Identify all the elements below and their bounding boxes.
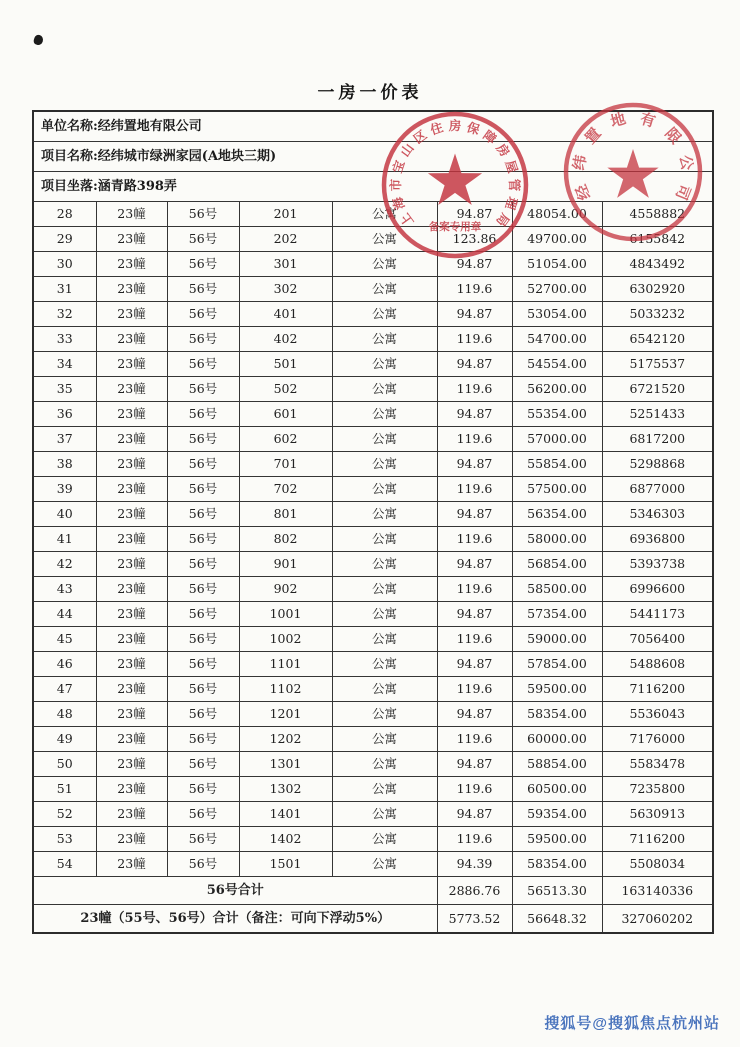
table-row xyxy=(33,527,713,552)
scan-artifact xyxy=(33,34,45,46)
table-cell: 6302920 xyxy=(602,277,713,302)
table-cell: 6155842 xyxy=(602,227,713,252)
table-cell: 501 xyxy=(239,352,332,377)
table-cell: 52 xyxy=(33,802,96,827)
table-cell: 23幢 xyxy=(96,477,167,502)
table-row xyxy=(33,452,713,477)
table-cell: 公寓 xyxy=(332,702,437,727)
table-cell: 53 xyxy=(33,827,96,852)
summary-cell: 5773.52 xyxy=(437,905,512,934)
table-row xyxy=(33,702,713,727)
table-cell: 94.87 xyxy=(437,202,512,227)
table-cell: 23幢 xyxy=(96,777,167,802)
seal-ring-char: 保 xyxy=(465,119,482,138)
table-cell: 6996600 xyxy=(602,577,713,602)
info-row-unit xyxy=(33,111,713,142)
table-cell: 公寓 xyxy=(332,552,437,577)
seal-ring-char: 限 xyxy=(661,124,685,148)
table-cell: 公寓 xyxy=(332,852,437,877)
summary-cell: 2886.76 xyxy=(437,877,512,905)
table-cell: 公寓 xyxy=(332,527,437,552)
table-cell: 7116200 xyxy=(602,677,713,702)
table-cell: 58354.00 xyxy=(512,852,602,877)
table-cell: 56号 xyxy=(167,377,239,402)
table-cell: 43 xyxy=(33,577,96,602)
table-row xyxy=(33,677,713,702)
price-table-body xyxy=(33,111,713,933)
table-cell: 47 xyxy=(33,677,96,702)
table-cell: 23幢 xyxy=(96,702,167,727)
seal-ring-char: 有 xyxy=(638,109,658,131)
table-cell: 5346303 xyxy=(602,502,713,527)
table-cell: 23幢 xyxy=(96,502,167,527)
table-cell: 701 xyxy=(239,452,332,477)
table-cell: 23幢 xyxy=(96,602,167,627)
table-cell: 23幢 xyxy=(96,552,167,577)
watermark-text: 搜狐号@搜狐焦点杭州站 xyxy=(544,1015,720,1032)
table-cell: 56号 xyxy=(167,527,239,552)
table-cell: 公寓 xyxy=(332,502,437,527)
table-cell: 94.87 xyxy=(437,802,512,827)
table-cell: 50 xyxy=(33,752,96,777)
table-cell: 119.6 xyxy=(437,277,512,302)
table-cell: 202 xyxy=(239,227,332,252)
table-cell: 42 xyxy=(33,552,96,577)
table-cell: 57354.00 xyxy=(512,602,602,627)
table-cell: 56号 xyxy=(167,577,239,602)
table-cell: 49 xyxy=(33,727,96,752)
table-cell: 44 xyxy=(33,602,96,627)
table-cell: 56号 xyxy=(167,777,239,802)
table-cell: 602 xyxy=(239,427,332,452)
table-cell: 公寓 xyxy=(332,452,437,477)
table-row xyxy=(33,402,713,427)
table-cell: 201 xyxy=(239,202,332,227)
table-cell: 23幢 xyxy=(96,452,167,477)
table-cell: 119.6 xyxy=(437,577,512,602)
info-row-project xyxy=(33,142,713,172)
table-cell: 公寓 xyxy=(332,602,437,627)
seal-ring-char: 局 xyxy=(493,210,513,230)
table-cell: 公寓 xyxy=(332,402,437,427)
table-cell: 5441173 xyxy=(602,602,713,627)
table-cell: 56号 xyxy=(167,552,239,577)
table-cell: 5583478 xyxy=(602,752,713,777)
table-cell: 56号 xyxy=(167,802,239,827)
seal-ring-char: 房 xyxy=(448,118,462,133)
table-cell: 119.6 xyxy=(437,627,512,652)
table-cell: 801 xyxy=(239,502,332,527)
table-row xyxy=(33,502,713,527)
table-cell: 58500.00 xyxy=(512,577,602,602)
summary-row xyxy=(33,905,713,934)
summary-cell: 56648.32 xyxy=(512,905,602,934)
table-row xyxy=(33,577,713,602)
table-row xyxy=(33,427,713,452)
seal-ring-char: 管 xyxy=(507,178,522,192)
table-cell: 53054.00 xyxy=(512,302,602,327)
summary-label: 56号合计 xyxy=(33,877,437,905)
table-cell: 119.6 xyxy=(437,377,512,402)
seal-ring-char: 纬 xyxy=(569,153,590,172)
table-cell: 60000.00 xyxy=(512,727,602,752)
table-cell: 5251433 xyxy=(602,402,713,427)
table-cell: 55854.00 xyxy=(512,452,602,477)
table-cell: 502 xyxy=(239,377,332,402)
table-cell: 公寓 xyxy=(332,327,437,352)
table-cell: 公寓 xyxy=(332,352,437,377)
table-cell: 119.6 xyxy=(437,677,512,702)
table-cell: 56号 xyxy=(167,352,239,377)
table-row xyxy=(33,652,713,677)
table-cell: 56号 xyxy=(167,402,239,427)
seal-ring-char: 宝 xyxy=(389,158,408,175)
table-cell: 23幢 xyxy=(96,427,167,452)
table-cell: 31 xyxy=(33,277,96,302)
seal-ring-char: 经 xyxy=(571,181,595,203)
table-cell: 59354.00 xyxy=(512,802,602,827)
summary-label: 23幢（55号、56号）合计（备注：可向下浮动5%） xyxy=(33,905,437,934)
seal-ring-char: 理 xyxy=(502,195,521,212)
project-name: 项目名称:经纬城市绿洲家园(A地块三期) xyxy=(33,142,713,172)
table-cell: 56354.00 xyxy=(512,502,602,527)
table-cell: 23幢 xyxy=(96,852,167,877)
table-cell: 23幢 xyxy=(96,377,167,402)
table-row xyxy=(33,777,713,802)
table-cell: 公寓 xyxy=(332,377,437,402)
table-cell: 119.6 xyxy=(437,777,512,802)
seal-ring-char: 市 xyxy=(388,178,403,192)
table-cell: 1501 xyxy=(239,852,332,877)
table-cell: 58854.00 xyxy=(512,752,602,777)
table-cell: 54554.00 xyxy=(512,352,602,377)
table-cell: 7116200 xyxy=(602,827,713,852)
table-cell: 23幢 xyxy=(96,402,167,427)
table-cell: 58000.00 xyxy=(512,527,602,552)
table-cell: 6721520 xyxy=(602,377,713,402)
page-title: 一房一价表 xyxy=(317,83,423,103)
table-cell: 401 xyxy=(239,302,332,327)
table-cell: 45 xyxy=(33,627,96,652)
project-location: 项目坐落:涵青路398弄 xyxy=(33,172,713,202)
table-cell: 23幢 xyxy=(96,352,167,377)
seal-subtitle: 备案专用章 xyxy=(428,221,482,233)
table-cell: 94.87 xyxy=(437,352,512,377)
table-cell: 302 xyxy=(239,277,332,302)
seal-ring-char: 屋 xyxy=(502,158,521,175)
table-cell: 公寓 xyxy=(332,677,437,702)
table-cell: 94.87 xyxy=(437,752,512,777)
table-cell: 56号 xyxy=(167,252,239,277)
table-cell: 公寓 xyxy=(332,252,437,277)
table-cell: 56号 xyxy=(167,327,239,352)
seal-ring-char: 山 xyxy=(397,140,417,160)
table-cell: 7235800 xyxy=(602,777,713,802)
table-cell: 40 xyxy=(33,502,96,527)
table-cell: 5488608 xyxy=(602,652,713,677)
table-cell: 54 xyxy=(33,852,96,877)
table-cell: 56号 xyxy=(167,277,239,302)
table-cell: 601 xyxy=(239,402,332,427)
table-cell: 公寓 xyxy=(332,777,437,802)
table-cell: 36 xyxy=(33,402,96,427)
table-cell: 6936800 xyxy=(602,527,713,552)
table-cell: 57854.00 xyxy=(512,652,602,677)
summary-cell: 56513.30 xyxy=(512,877,602,905)
table-cell: 56854.00 xyxy=(512,552,602,577)
table-cell: 4843492 xyxy=(602,252,713,277)
table-cell: 59500.00 xyxy=(512,677,602,702)
table-cell: 702 xyxy=(239,477,332,502)
table-row xyxy=(33,727,713,752)
table-row xyxy=(33,302,713,327)
table-cell: 5630913 xyxy=(602,802,713,827)
summary-cell: 327060202 xyxy=(602,905,713,934)
table-cell: 119.6 xyxy=(437,427,512,452)
seal-ring-char: 地 xyxy=(608,109,628,131)
table-cell: 51054.00 xyxy=(512,252,602,277)
table-cell: 301 xyxy=(239,252,332,277)
table-cell: 公寓 xyxy=(332,202,437,227)
table-cell: 1002 xyxy=(239,627,332,652)
table-cell: 6542120 xyxy=(602,327,713,352)
table-cell: 94.87 xyxy=(437,652,512,677)
table-cell: 23幢 xyxy=(96,527,167,552)
table-cell: 公寓 xyxy=(332,652,437,677)
table-cell: 33 xyxy=(33,327,96,352)
table-row xyxy=(33,827,713,852)
table-cell: 23幢 xyxy=(96,652,167,677)
table-cell: 5393738 xyxy=(602,552,713,577)
table-cell: 23幢 xyxy=(96,727,167,752)
table-cell: 55354.00 xyxy=(512,402,602,427)
table-row xyxy=(33,377,713,402)
table-cell: 56号 xyxy=(167,852,239,877)
table-cell: 49700.00 xyxy=(512,227,602,252)
table-cell: 38 xyxy=(33,452,96,477)
seal-ring-char: 房 xyxy=(493,140,513,160)
table-cell: 23幢 xyxy=(96,827,167,852)
table-cell: 7056400 xyxy=(602,627,713,652)
table-cell: 5508034 xyxy=(602,852,713,877)
table-cell: 41 xyxy=(33,527,96,552)
table-cell: 1001 xyxy=(239,602,332,627)
table-row xyxy=(33,327,713,352)
table-cell: 4558882 xyxy=(602,202,713,227)
table-cell: 94.87 xyxy=(437,602,512,627)
table-cell: 1101 xyxy=(239,652,332,677)
table-cell: 32 xyxy=(33,302,96,327)
table-cell: 1302 xyxy=(239,777,332,802)
table-cell: 119.6 xyxy=(437,477,512,502)
table-cell: 23幢 xyxy=(96,577,167,602)
table-cell: 94.39 xyxy=(437,852,512,877)
table-cell: 46 xyxy=(33,652,96,677)
table-cell: 7176000 xyxy=(602,727,713,752)
price-table xyxy=(32,110,714,934)
table-cell: 94.87 xyxy=(437,502,512,527)
table-row xyxy=(33,202,713,227)
table-cell: 94.87 xyxy=(437,452,512,477)
table-cell: 37 xyxy=(33,427,96,452)
table-cell: 23幢 xyxy=(96,677,167,702)
table-cell: 公寓 xyxy=(332,577,437,602)
table-cell: 公寓 xyxy=(332,727,437,752)
table-cell: 94.87 xyxy=(437,402,512,427)
table-cell: 23幢 xyxy=(96,227,167,252)
seal-ring-char: 司 xyxy=(671,181,695,203)
table-row xyxy=(33,477,713,502)
table-cell: 公寓 xyxy=(332,277,437,302)
table-cell: 94.87 xyxy=(437,252,512,277)
seal-ring-char: 海 xyxy=(389,195,408,212)
table-cell: 56号 xyxy=(167,727,239,752)
table-cell: 39 xyxy=(33,477,96,502)
seal-ring-char: 置 xyxy=(581,124,605,148)
table-cell: 119.6 xyxy=(437,527,512,552)
table-cell: 30 xyxy=(33,252,96,277)
info-row-location xyxy=(33,172,713,202)
table-row xyxy=(33,552,713,577)
table-cell: 60500.00 xyxy=(512,777,602,802)
table-cell: 59000.00 xyxy=(512,627,602,652)
table-cell: 56号 xyxy=(167,677,239,702)
table-cell: 5033232 xyxy=(602,302,713,327)
unit-name: 单位名称:经纬置地有限公司 xyxy=(33,111,713,142)
table-cell: 23幢 xyxy=(96,277,167,302)
table-cell: 56号 xyxy=(167,427,239,452)
table-cell: 1402 xyxy=(239,827,332,852)
table-cell: 公寓 xyxy=(332,302,437,327)
table-row xyxy=(33,852,713,877)
table-cell: 901 xyxy=(239,552,332,577)
table-cell: 58354.00 xyxy=(512,702,602,727)
table-cell: 56号 xyxy=(167,302,239,327)
summary-row xyxy=(33,877,713,905)
table-cell: 5298868 xyxy=(602,452,713,477)
table-row xyxy=(33,227,713,252)
table-cell: 51 xyxy=(33,777,96,802)
table-cell: 56号 xyxy=(167,502,239,527)
table-cell: 35 xyxy=(33,377,96,402)
table-cell: 公寓 xyxy=(332,627,437,652)
table-cell: 公寓 xyxy=(332,477,437,502)
seal-ring-char: 区 xyxy=(410,127,430,147)
table-cell: 59500.00 xyxy=(512,827,602,852)
table-cell: 1301 xyxy=(239,752,332,777)
table-cell: 402 xyxy=(239,327,332,352)
table-cell: 1202 xyxy=(239,727,332,752)
table-cell: 公寓 xyxy=(332,427,437,452)
table-cell: 123.86 xyxy=(437,227,512,252)
table-cell: 公寓 xyxy=(332,802,437,827)
table-row xyxy=(33,277,713,302)
table-cell: 公寓 xyxy=(332,827,437,852)
table-row xyxy=(33,252,713,277)
table-cell: 23幢 xyxy=(96,627,167,652)
table-row xyxy=(33,602,713,627)
table-cell: 119.6 xyxy=(437,827,512,852)
table-cell: 56号 xyxy=(167,602,239,627)
table-cell: 57000.00 xyxy=(512,427,602,452)
table-cell: 57500.00 xyxy=(512,477,602,502)
table-cell: 29 xyxy=(33,227,96,252)
table-cell: 5536043 xyxy=(602,702,713,727)
table-cell: 48054.00 xyxy=(512,202,602,227)
seal-ring-char: 上 xyxy=(397,210,417,230)
table-cell: 48 xyxy=(33,702,96,727)
table-cell: 56号 xyxy=(167,627,239,652)
table-cell: 23幢 xyxy=(96,302,167,327)
table-cell: 56号 xyxy=(167,452,239,477)
seal-ring-char: 住 xyxy=(428,119,445,138)
seal-ring-char: 障 xyxy=(480,127,500,147)
table-cell: 119.6 xyxy=(437,327,512,352)
table-cell: 6877000 xyxy=(602,477,713,502)
table-cell: 56号 xyxy=(167,652,239,677)
table-cell: 28 xyxy=(33,202,96,227)
table-cell: 54700.00 xyxy=(512,327,602,352)
summary-cell: 163140336 xyxy=(602,877,713,905)
table-cell: 56号 xyxy=(167,752,239,777)
table-cell: 1401 xyxy=(239,802,332,827)
table-cell: 1102 xyxy=(239,677,332,702)
table-row xyxy=(33,352,713,377)
table-cell: 56号 xyxy=(167,202,239,227)
table-cell: 1201 xyxy=(239,702,332,727)
table-row xyxy=(33,627,713,652)
table-cell: 23幢 xyxy=(96,202,167,227)
table-cell: 52700.00 xyxy=(512,277,602,302)
table-cell: 23幢 xyxy=(96,752,167,777)
table-cell: 56号 xyxy=(167,227,239,252)
table-cell: 23幢 xyxy=(96,327,167,352)
table-cell: 56号 xyxy=(167,477,239,502)
table-cell: 公寓 xyxy=(332,227,437,252)
table-row xyxy=(33,752,713,777)
table-cell: 23幢 xyxy=(96,252,167,277)
table-cell: 94.87 xyxy=(437,552,512,577)
table-cell: 6817200 xyxy=(602,427,713,452)
table-cell: 119.6 xyxy=(437,727,512,752)
table-cell: 56号 xyxy=(167,702,239,727)
table-cell: 5175537 xyxy=(602,352,713,377)
table-cell: 公寓 xyxy=(332,752,437,777)
table-cell: 94.87 xyxy=(437,302,512,327)
table-cell: 56200.00 xyxy=(512,377,602,402)
seal-ring-char: 公 xyxy=(676,153,697,172)
table-cell: 23幢 xyxy=(96,802,167,827)
table-row xyxy=(33,802,713,827)
table-cell: 802 xyxy=(239,527,332,552)
table-cell: 34 xyxy=(33,352,96,377)
table-cell: 94.87 xyxy=(437,702,512,727)
table-cell: 902 xyxy=(239,577,332,602)
table-cell: 56号 xyxy=(167,827,239,852)
